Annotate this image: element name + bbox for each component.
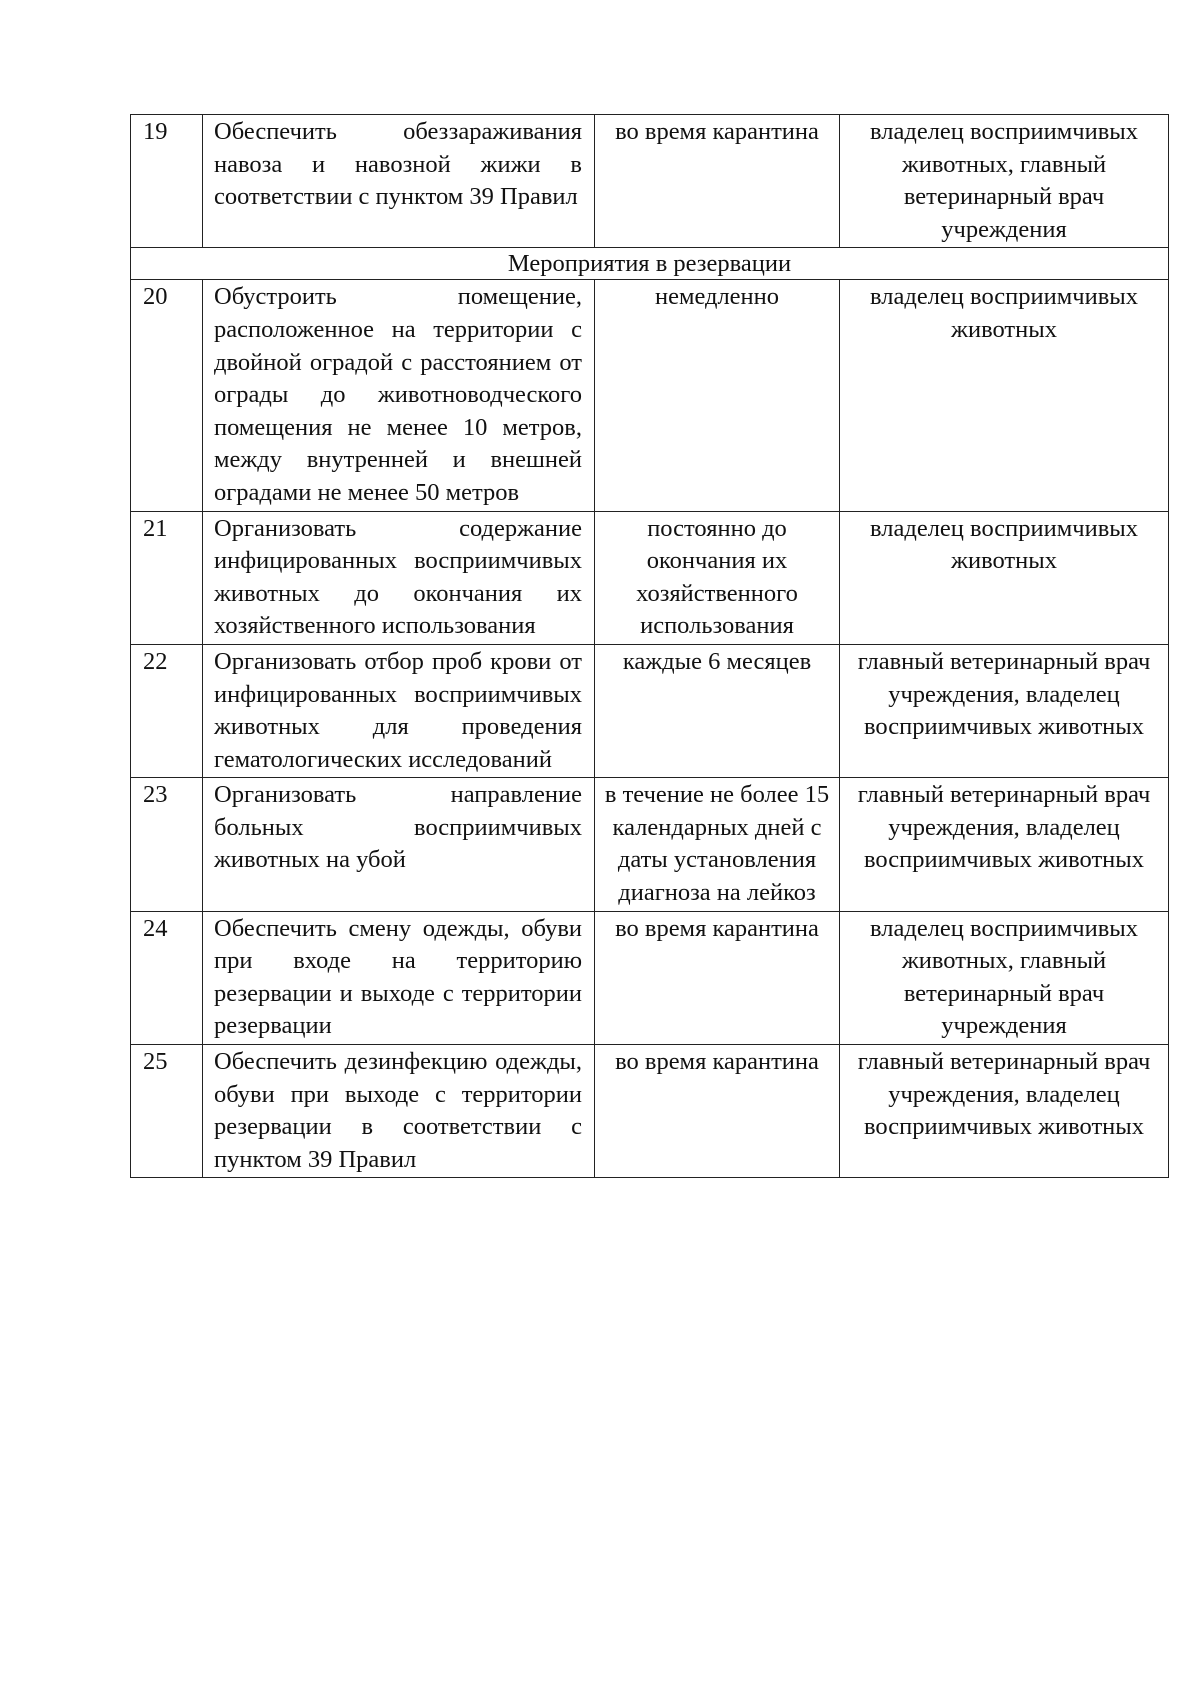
row-number: 23	[131, 778, 203, 911]
row-number: 24	[131, 911, 203, 1044]
table-row	[131, 911, 1169, 1044]
row-responsible: главный ветеринарный врач учреждения, владелец восприимчивых животных	[840, 778, 1169, 911]
row-term: во время карантина	[595, 1045, 840, 1178]
table-row	[131, 778, 1169, 911]
row-term: во время карантина	[595, 911, 840, 1044]
table-body	[131, 115, 1169, 1178]
row-responsible: главный ветеринарный врач учреждения, владелец восприимчивых животных	[840, 1045, 1169, 1178]
measures-table	[130, 114, 1169, 1178]
table-row	[131, 115, 1169, 248]
row-action: Обустроить помещение, расположенное на территории с двойной оградой с расстоянием от ограды до животноводческого помещения не менее 10 метров, между внутренней и внешней оградами не менее 50 метров	[203, 280, 595, 511]
table-row	[131, 1045, 1169, 1178]
row-action: Обеспечить дезинфекцию одежды, обуви при выходе с территории резервации в соответствии с пунктом 39 Правил	[203, 1045, 595, 1178]
row-number: 19	[131, 115, 203, 248]
row-responsible: главный ветеринарный врач учреждения, владелец восприимчивых животных	[840, 644, 1169, 777]
row-responsible: владелец восприимчивых животных	[840, 511, 1169, 644]
row-number: 20	[131, 280, 203, 511]
row-number: 22	[131, 644, 203, 777]
table-row	[131, 511, 1169, 644]
row-term: в течение не более 15 календарных дней с даты установления диагноза на лейкоз	[595, 778, 840, 911]
row-action: Организовать содержание инфицированных восприимчивых животных до окончания их хозяйственного использования	[203, 511, 595, 644]
row-number: 25	[131, 1045, 203, 1178]
row-term: постоянно до окончания их хозяйственного использования	[595, 511, 840, 644]
row-responsible: владелец восприимчивых животных	[840, 280, 1169, 511]
row-term: во время карантина	[595, 115, 840, 248]
row-responsible: владелец восприимчивых животных, главный ветеринарный врач учреждения	[840, 115, 1169, 248]
table-row	[131, 280, 1169, 511]
row-action: Обеспечить смену одежды, обуви при входе на территорию резервации и выходе с территории резервации	[203, 911, 595, 1044]
row-responsible: владелец восприимчивых животных, главный ветеринарный врач учреждения	[840, 911, 1169, 1044]
section-title: Мероприятия в резервации	[131, 248, 1169, 280]
row-action: Организовать отбор проб крови от инфицированных восприимчивых животных для проведения гематологических исследований	[203, 644, 595, 777]
row-action: Обеспечить обеззараживания навоза и навозной жижи в соответствии с пунктом 39 Правил	[203, 115, 595, 248]
table-row	[131, 644, 1169, 777]
section-header-row	[131, 248, 1169, 280]
row-term: каждые 6 месяцев	[595, 644, 840, 777]
row-term: немедленно	[595, 280, 840, 511]
row-action: Организовать направление больных восприимчивых животных на убой	[203, 778, 595, 911]
row-number: 21	[131, 511, 203, 644]
